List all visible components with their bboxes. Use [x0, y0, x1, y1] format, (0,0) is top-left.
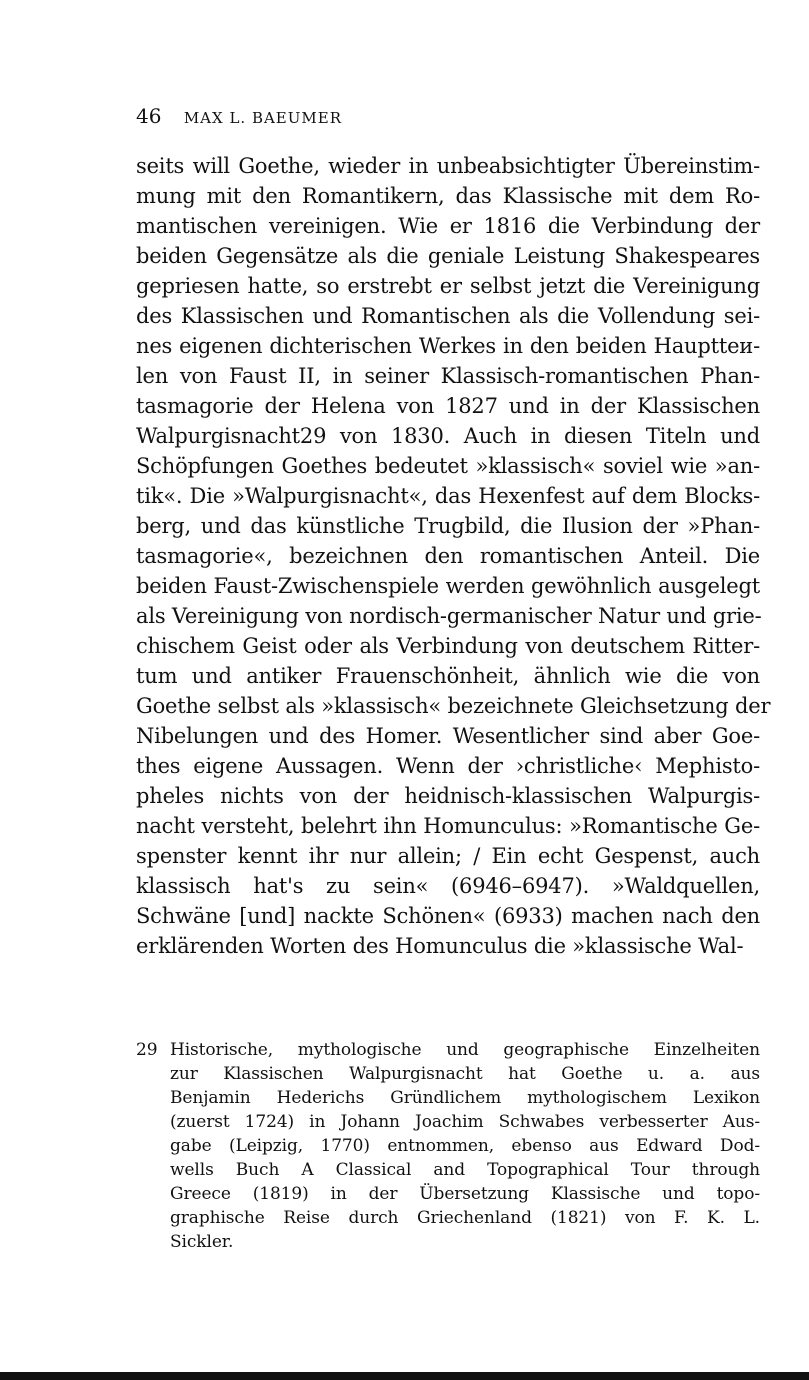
body-line: nacht versteht, belehrt ihn Homunculus: »Romantische Ge-: [136, 814, 760, 838]
body-line: mung mit den Romantikern, das Klassische mit dem Ro-: [136, 184, 760, 208]
body-line: des Klassischen und Romantischen als die Vollendung sei-: [136, 304, 760, 328]
body-line: tum und antiker Frauenschönheit, ähnlich wie die von: [136, 664, 760, 688]
body-line: Nibelungen und des Homer. Wesentlicher sind aber Goe-: [136, 724, 760, 748]
body-line: pheles nichts von der heidnisch-klassischen Walpurgis-: [136, 784, 760, 808]
body-text: [136, 151, 771, 961]
body-line: thes eigene Aussagen. Wenn der ›christliche‹ Mephisto-: [136, 754, 760, 778]
footnote-line: Benjamin Hederichs Gründlichem mythologischem Lexikon: [170, 1088, 760, 1108]
footnote-line: graphische Reise durch Griechenland (1821) von F. K. L.: [170, 1208, 760, 1228]
body-line: len von Faust II, in seiner Klassisch-romantischen Phan-: [136, 364, 760, 388]
body-line: erklärenden Worten des Homunculus die »klassische Wal-: [136, 934, 744, 958]
scan-edge-bar: [0, 1372, 809, 1380]
body-line: Schöpfungen Goethes bedeutet »klassisch« soviel wie »an-: [136, 454, 760, 478]
body-line: beiden Faust-Zwischenspiele werden gewöhnlich ausgelegt: [136, 574, 760, 598]
body-line: klassisch hat's zu sein« (6946–6947). »Waldquellen,: [136, 874, 760, 898]
footnote-line: zur Klassischen Walpurgisnacht hat Goethe u. a. aus: [170, 1064, 760, 1084]
body-line: Goethe selbst als »klassisch« bezeichnete Gleichsetzung der: [136, 694, 771, 718]
body-line: chischem Geist oder als Verbindung von deutschem Ritter-: [136, 634, 760, 658]
body-line: seits will Goethe, wieder in unbeabsichtigter Übereinstim-: [136, 154, 760, 178]
footnote-number: 29: [136, 1040, 158, 1060]
body-line: tik«. Die »Walpurgisnacht«, das Hexenfest auf dem Blocks-: [136, 484, 760, 508]
body-line: tasmagorie der Helena von 1827 und in der Klassischen: [136, 394, 760, 418]
running-header: [136, 102, 342, 132]
running-head-author: MAX L. BAEUMER: [183, 109, 342, 127]
footnote-line: (zuerst 1724) in Johann Joachim Schwabes verbesserter Aus-: [170, 1112, 760, 1132]
body-line: berg, und das künstliche Trugbild, die Ilusion der »Phan-: [136, 514, 760, 538]
body-line: gepriesen hatte, so erstrebt er selbst jetzt die Vereinigung: [136, 274, 760, 298]
body-line: beiden Gegensätze als die geniale Leistung Shakespeares: [136, 244, 760, 268]
footnote-first-line: [136, 1038, 760, 1062]
footnote-line: Greece (1819) in der Übersetzung Klassische und topo-: [170, 1184, 760, 1204]
body-line: Walpurgisnacht29 von 1830. Auch in diesen Titeln und: [136, 424, 760, 448]
body-line: nes eigenen dichterischen Werkes in den beiden Hauptteи-: [136, 334, 760, 358]
body-line: Schwäne [und] nackte Schönen« (6933) machen nach den: [136, 904, 760, 928]
body-line: spenster kennt ihr nur allein; / Ein echt Gespenst, auch: [136, 844, 760, 868]
body-line: tasmagorie«, bezeichnen den romantischen Anteil. Die: [136, 544, 760, 568]
body-line: als Vereinigung von nordisch-germanischer Natur und grie-: [136, 604, 762, 628]
footnote-line: gabe (Leipzig, 1770) entnommen, ebenso aus Edward Dod-: [170, 1136, 760, 1156]
footnote-line: wells Buch A Classical and Topographical Tour through: [170, 1160, 760, 1180]
body-line: mantischen vereinigen. Wie er 1816 die Verbindung der: [136, 214, 760, 238]
page-number: 46: [136, 104, 162, 128]
footnote-line: Sickler.: [170, 1232, 234, 1252]
footnote: [136, 1038, 760, 1254]
footnote-line: Historische, mythologische und geographische Einzelheiten: [170, 1040, 760, 1060]
